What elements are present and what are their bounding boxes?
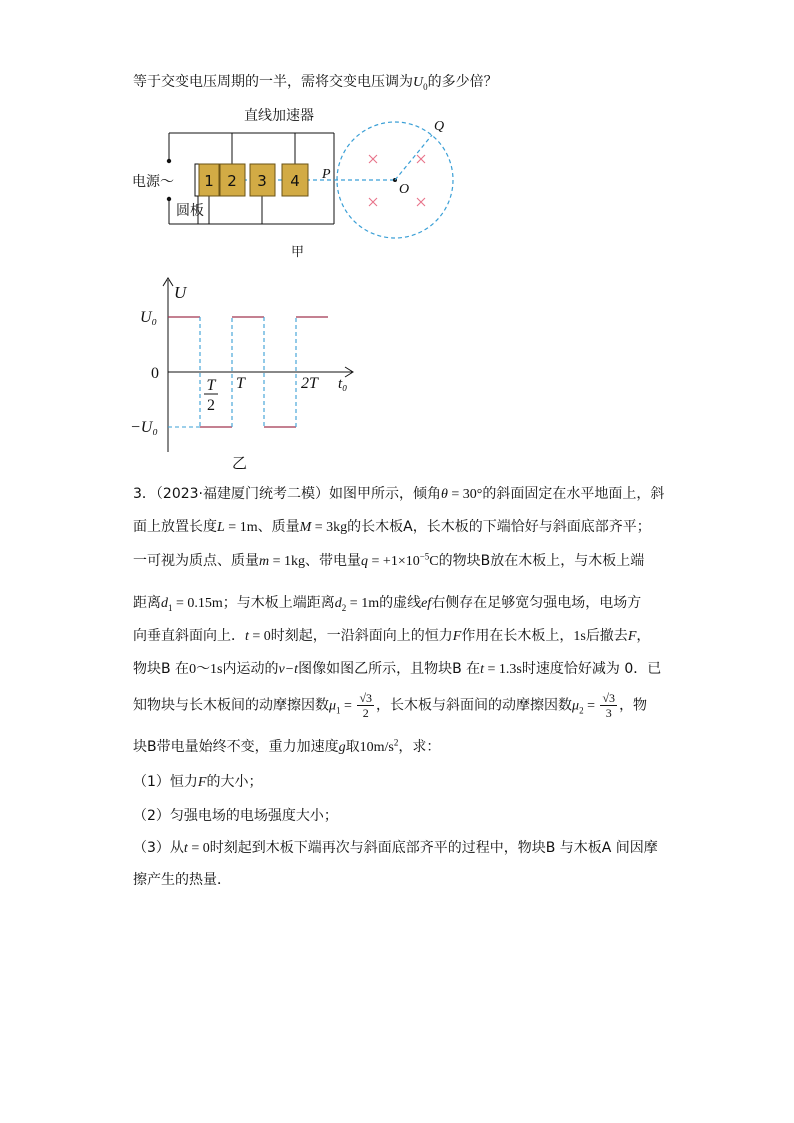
prev-text-before: 等于交变电压周期的一半，需将交变电压调为 [133, 74, 413, 90]
point-q-label: Q [434, 119, 445, 134]
power-label: 电源～ [132, 174, 174, 190]
fraction-sqrt3-over-2: $\frac{√3}{2}$ [359, 691, 373, 720]
question-2: （2）匀强电场的电场强度大小； [133, 808, 338, 824]
disk-label: 圆板 [176, 203, 204, 219]
y-tick-neg-u0: −U₀ [130, 419, 158, 436]
y-axis-label: U [174, 283, 187, 302]
drift-tube-2 [220, 164, 245, 196]
question-3-line-2: 擦产生的热量． [133, 872, 231, 888]
fraction-sqrt3-over-3: $\frac{√3}{3}$ [602, 691, 616, 720]
question-3-line-1: （3）从t = 0时刻起到木板下端再次与斜面底部齐平的过程中，物块B 与木板A 间因摩 [133, 840, 658, 856]
point-p-label: P [322, 167, 331, 182]
x-axis-label: t₀ [338, 376, 348, 392]
question-1: （1）恒力F的大小； [133, 774, 263, 790]
prev-var: U [413, 75, 424, 90]
problem3-line-4: 距离$d_1 = 0.15m$；与木板上端距离$d_2 = 1m$的虚线ef右侧存在足够宽匀强电场，电场方 [133, 595, 642, 613]
voltage-wave-chart [0, 272, 794, 477]
figure-jia-caption: 甲 [291, 245, 305, 260]
y-tick-zero: 0 [151, 365, 159, 382]
tube-2-label: 2 [227, 172, 237, 190]
tube-3-label: 3 [257, 172, 267, 190]
drift-tube-3 [250, 164, 275, 196]
prev-question-line [133, 72, 498, 93]
tube-4-label: 4 [290, 172, 300, 190]
accelerator-title: 直线加速器 [244, 108, 314, 124]
x-tick-2t: 2T [301, 375, 318, 392]
x-tick-t: T [236, 375, 245, 392]
x-tick-half-t [204, 377, 218, 414]
problem3-line-8: 块B带电量始终不变，重力加速度g取$10m/s^2$，求： [133, 737, 441, 755]
point-o-label: O [399, 182, 410, 197]
problem3-line-3: 一可视为质点、质量m = 1kg、带电量$q = +1\times 10^{-5}C$的物块B放在木板上，与木板上端 [133, 551, 645, 569]
figure-yi-caption: 乙 [232, 454, 248, 472]
y-tick-u0: U₀ [140, 309, 158, 326]
svg-text:T: T [206, 377, 216, 394]
svg-text:2: 2 [207, 397, 215, 414]
prev-sub: 0 [423, 81, 428, 92]
problem3-line-7: 知物块与长木板间的动摩擦因数$\mu_1$ = $\frac{√3}{2}$ ，长木板与斜面间的动摩擦因数$\mu_2$ = $\frac{√3}{3}$ ，物 [133, 691, 648, 720]
drift-tube-1 [199, 164, 219, 196]
problem3-line-5: 向垂直斜面向上．t = 0时刻起，一沿斜面向上的恒力F作用在长木板上，1s后撤去F， [133, 628, 651, 644]
problem3-line-1: 3．（2023·福建厦门统考二模）如图甲所示，倾角θ = 30°的斜面固定在水平地面上，斜 [133, 486, 665, 502]
tube-1-label: 1 [204, 172, 214, 190]
prev-text-after: 的多少倍？ [427, 74, 498, 90]
problem3-line-2: 面上放置长度L = 1m、质量M = 3kg的长木板A，长木板的下端恰好与斜面底部齐平； [133, 519, 651, 535]
radius-oq [395, 135, 432, 180]
drift-tube-4 [282, 164, 308, 196]
problem3-line-6: 物块B 在0～1s内运动的v−t图像如图乙所示，且物块B 在t = 1.3s时速度恰好减为 0．已 [133, 661, 662, 677]
